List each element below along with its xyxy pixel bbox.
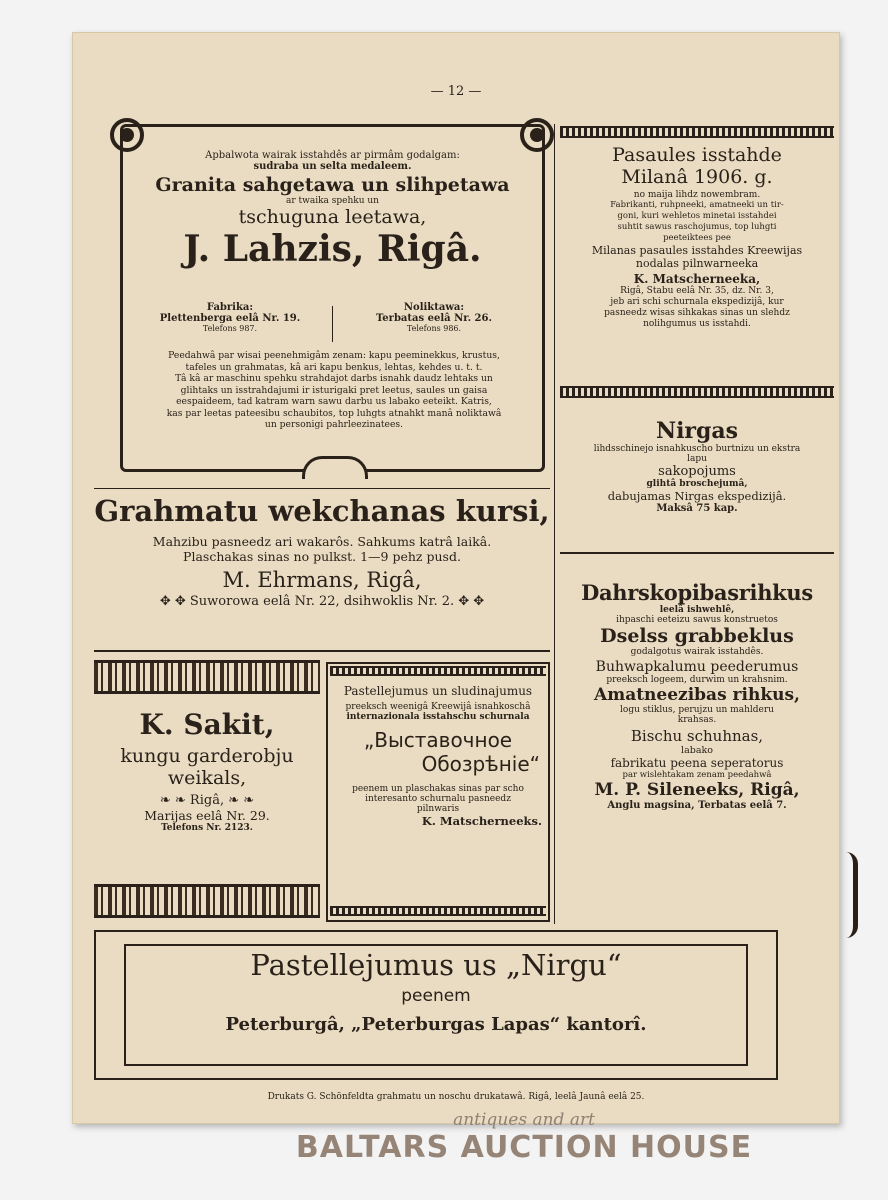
ehrmans-ad — [94, 494, 550, 609]
sileneeks-text: labako — [681, 745, 713, 756]
milan-text: Rigâ, Stabu eelâ Nr. 35, dz. Nr. 3, — [620, 286, 774, 296]
sileneeks-text: preeksch logeem, durwim un krahsnim. — [606, 675, 788, 685]
sakit-telephone: Telefons Nr. 2123. — [161, 823, 253, 833]
bottom-ad-title: Pastellejumus us „Nirgu“ — [250, 948, 622, 982]
sileneeks-text: godalgotus wairak isstahdês. — [630, 647, 764, 657]
lahzis-company: J. Lahzis, Rigâ. — [183, 228, 482, 270]
sakit-text: kungu garderobju — [120, 745, 294, 767]
sileneeks-heading: Dselss grabbeklus — [600, 625, 794, 647]
divider — [560, 552, 834, 554]
lahzis-sub1: ar twaika spehku un — [286, 196, 379, 206]
milan-title1: Pasaules isstahde — [612, 144, 782, 166]
ehrmans-address: Suworowa eelâ Nr. 22, dsihwoklis Nr. 2. — [189, 594, 455, 609]
milan-ad — [560, 144, 834, 330]
lahzis-medals: sudraba un selta medaleem. — [253, 161, 412, 172]
milan-title2: Milanâ 1906. g. — [621, 166, 773, 188]
ehrmans-name: M. Ehrmans, Rigâ, — [222, 568, 422, 592]
vystavochnoe-name: K. Matscherneeks. — [421, 814, 542, 828]
sileneeks-text: logu stiklus, perujzu un mahlderu — [620, 705, 774, 715]
page-number: — 12 — — [430, 84, 482, 99]
sakit-city-row — [94, 793, 320, 808]
milan-text: Fabrikanti, ruhpneeki, amatneeki un tir- — [610, 200, 784, 210]
sakit-address: Marijas eelâ Nr. 29. — [144, 808, 270, 823]
warehouse-address: Terbatas eelâ Nr. 26. — [376, 313, 492, 324]
lahzis-text: Tâ kâ ar maschinu spehku strahdajot darbs isnahk daudz lehtaks un — [175, 373, 493, 384]
ornament-flower-icon: ✥ ✥ — [159, 594, 190, 609]
sileneeks-text: krahsas. — [677, 715, 717, 725]
milan-text: goni, kuri wehletos minetai isstahdei — [617, 211, 777, 221]
lahzis-sub2: tschuguna leetawa, — [238, 206, 427, 228]
lahzis-text: eespaideem, tad katram warn sawu darbu us labako eeteikt. Katris, — [176, 396, 492, 407]
nirgas-title: Nirgas — [655, 418, 739, 444]
lahzis-text: un personigi pahrleezinatees. — [264, 419, 404, 430]
lahzis-text: Peedahwâ par wisai peenehmigâm zenam: kapu peeminekkus, krustus, — [168, 350, 500, 361]
ornament-band — [94, 884, 320, 918]
bottom-ad — [124, 948, 748, 1035]
vystavochnoe-ad — [328, 684, 548, 828]
vystavochnoe-text: peenem un plaschakas sinas par scho — [352, 784, 524, 794]
vystavochnoe-text: Pastellejumus un sludinajumus — [343, 684, 533, 698]
lahzis-text: glihtaks un isstrahdajumi ir isturigaki pret leetus, saules un gaisa — [180, 384, 488, 396]
watermark-logo-text: BALTARS AUCTION HOUSE — [295, 1130, 753, 1165]
milan-text: nodalas pilnwarneeka — [635, 257, 759, 270]
ornament-swirl-icon — [110, 118, 144, 152]
milan-body2 — [560, 286, 834, 330]
ornament-band — [560, 126, 834, 138]
sileneeks-address: Anglu magsina, Terbatas eelâ 7. — [607, 800, 787, 811]
sileneeks-text: ihpaschi eeteizu sawus konstruetos — [616, 615, 778, 625]
vystavochnoe-title: Обозрѣніе“ — [421, 752, 540, 776]
ornament-band — [330, 666, 546, 676]
column-divider — [554, 124, 555, 924]
nirgas-price: Maksâ 75 kap. — [656, 503, 738, 514]
milan-text: Milanas pasaules isstahdes Kreewijas — [591, 244, 803, 257]
nirgas-text: lapu — [687, 454, 707, 464]
factory-address: Plettenberga eelâ Nr. 19. — [159, 313, 301, 324]
ornament-flower-icon: ✥ ✥ — [454, 594, 485, 609]
lahzis-text: tafeles un grahmatas, kâ ari kapu benkus, lehtas, kehdes u. t. t. — [185, 361, 483, 373]
milan-text: jeb ari schi schurnala ekspedizijâ, kur — [610, 297, 784, 307]
vystavochnoe-title: „Выставочное — [363, 728, 513, 752]
sileneeks-heading: Bischu schuhnas, — [630, 727, 764, 745]
divider — [94, 488, 550, 489]
lahzis-intro: Apbalwota wairak isstahdês ar pirmâm godalgam: — [205, 150, 460, 161]
factory-telephone: Telefons 987. — [202, 324, 258, 333]
vystavochnoe-text: preeksch weenigâ Kreewijâ isnahkoschâ — [345, 702, 531, 712]
lahzis-ad — [130, 150, 535, 270]
sileneeks-name: M. P. Sileneeks, Rigâ, — [594, 780, 800, 800]
bottom-ad-sub: peenem — [401, 986, 471, 1006]
milan-text: nolihgumus us isstahdi. — [643, 319, 751, 329]
nirgas-text: lihdsschinejo isnahkuscho burtnizu un ekstra — [593, 444, 801, 454]
sakit-text: weikals, — [167, 767, 247, 789]
vystavochnoe-text: internazionala isstahschu schurnala — [346, 712, 530, 722]
newspaper-page — [72, 32, 840, 1124]
sileneeks-ad — [560, 580, 834, 811]
warehouse-telephone: Telefons 986. — [406, 324, 462, 333]
ehrmans-address-row — [94, 594, 550, 609]
sakit-city: Rigâ, — [189, 793, 225, 808]
sileneeks-title: Dahrskopibasrihkus — [581, 580, 813, 605]
ornament-band — [560, 386, 834, 398]
milan-text: peeteiktees pee — [663, 233, 731, 243]
milan-text: pasneedz wisas sihkakas sinas un slehdz — [604, 308, 790, 318]
warehouse-title: Noliktawa: — [403, 302, 465, 313]
sakit-name: K. Sakit, — [139, 708, 275, 741]
bottom-ad-location: Peterburgâ, „Peterburgas Lapas“ kantorî. — [225, 1014, 647, 1035]
lahzis-factory — [130, 302, 330, 333]
printer-footer: Drukats G. Schönfeldta grahmatu un noschu drukatawâ. Rigâ, leelâ Jaunâ eelâ 25. — [267, 1092, 645, 1102]
sileneeks-text: par wislehtakam zenam peedahwâ — [622, 770, 772, 780]
divider — [332, 306, 333, 342]
factory-title: Fabrika: — [206, 302, 254, 313]
ornament-bottom-icon — [302, 456, 368, 479]
milan-text: suhtit sawus raschojumus, top luhgti — [617, 222, 777, 232]
ornament-band — [330, 906, 546, 916]
nirgas-text: dabujamas Nirgas ekspedizijâ. — [607, 489, 787, 503]
lahzis-text: kas par leetas pateesibu schaubitos, top luhgts atnahkt manâ noliktawâ — [166, 407, 502, 419]
vystavochnoe-text: interesanto schurnalu pasneedz — [365, 794, 511, 804]
lahzis-body — [130, 350, 538, 431]
watermark-tagline: antiques and art — [453, 1110, 595, 1130]
ornament-swirl-icon — [520, 118, 554, 152]
milan-body — [560, 200, 834, 244]
nirgas-text: sakopojums — [658, 464, 736, 479]
binding-string — [843, 852, 858, 938]
sakit-ad — [94, 708, 320, 833]
milan-dates: no maija lihdz nowembram. — [633, 190, 761, 200]
ornament-leaf-icon: ❧ ❧ — [224, 793, 255, 808]
vystavochnoe-text: pilnwaris — [416, 804, 460, 814]
sileneeks-heading: Buhwapkalumu peederumus — [595, 659, 799, 675]
ehrmans-title: Grahmatu wekchanas kursi, — [94, 494, 550, 528]
sileneeks-text: fabrikatu peena seperatorus — [610, 756, 784, 770]
ehrmans-text: Mahzibu pasneedz ari wakarôs. Sahkums katrâ laikâ. — [152, 534, 492, 549]
sileneeks-heading: Amatneezibas rihkus, — [594, 685, 800, 705]
divider — [94, 650, 550, 652]
ehrmans-text: Plaschakas sinas no pulkst. 1—9 pehz pusd. — [183, 549, 461, 564]
sileneeks-text: leelâ ishwehlê, — [659, 605, 735, 615]
ornament-band — [94, 660, 320, 694]
nirgas-text: glihtâ broschejumâ, — [646, 479, 748, 489]
milan-name: K. Matscherneeka, — [633, 272, 761, 286]
ornament-leaf-icon: ❧ ❧ — [159, 793, 190, 808]
nirgas-ad — [560, 418, 834, 514]
lahzis-heading: Granita sahgetawa un slihpetawa — [155, 174, 510, 196]
lahzis-warehouse — [334, 302, 534, 333]
